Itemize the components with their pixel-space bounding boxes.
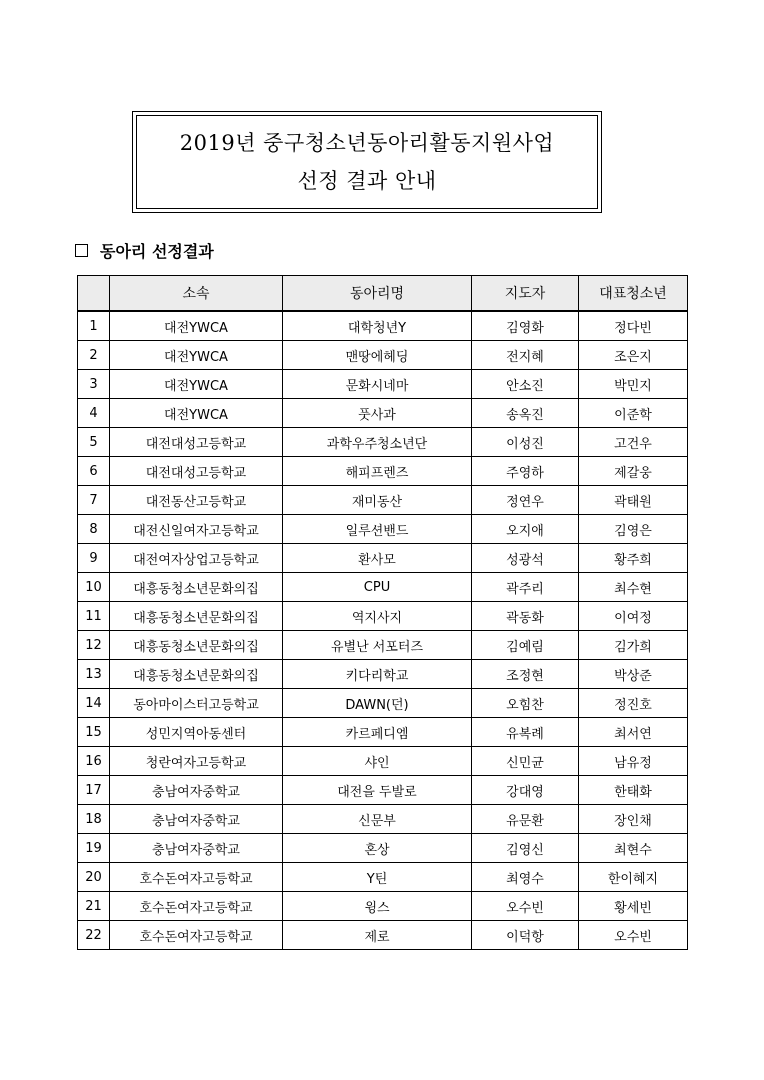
cell-representative: 박상준 — [579, 660, 688, 689]
table-row — [78, 718, 688, 747]
cell-number: 22 — [78, 921, 110, 950]
cell-affiliation: 대흥동청소년문화의집 — [110, 660, 283, 689]
cell-leader: 송옥진 — [472, 399, 579, 428]
header-club-name: 동아리명 — [283, 276, 472, 312]
cell-representative: 이여정 — [579, 602, 688, 631]
cell-number: 17 — [78, 776, 110, 805]
cell-number: 21 — [78, 892, 110, 921]
cell-club-name: 윙스 — [283, 892, 472, 921]
cell-leader: 신민균 — [472, 747, 579, 776]
header-affiliation: 소속 — [110, 276, 283, 312]
table-row — [78, 428, 688, 457]
cell-representative: 이준학 — [579, 399, 688, 428]
cell-number: 10 — [78, 573, 110, 602]
table-row — [78, 602, 688, 631]
cell-affiliation: 청란여자고등학교 — [110, 747, 283, 776]
cell-affiliation: 성민지역아동센터 — [110, 718, 283, 747]
cell-representative: 한태화 — [579, 776, 688, 805]
cell-affiliation: 대전대성고등학교 — [110, 457, 283, 486]
cell-number: 6 — [78, 457, 110, 486]
cell-club-name: 문화시네마 — [283, 370, 472, 399]
cell-affiliation: 충남여자중학교 — [110, 805, 283, 834]
cell-leader: 오힘찬 — [472, 689, 579, 718]
cell-club-name: 제로 — [283, 921, 472, 950]
cell-leader: 김영화 — [472, 311, 579, 341]
cell-affiliation: 대전여자상업고등학교 — [110, 544, 283, 573]
cell-club-name: DAWN(던) — [283, 689, 472, 718]
cell-affiliation: 대전대성고등학교 — [110, 428, 283, 457]
cell-number: 1 — [78, 311, 110, 341]
cell-leader: 최영수 — [472, 863, 579, 892]
cell-representative: 정다빈 — [579, 311, 688, 341]
cell-representative: 정진호 — [579, 689, 688, 718]
cell-number: 18 — [78, 805, 110, 834]
cell-representative: 박민지 — [579, 370, 688, 399]
table-row — [78, 341, 688, 370]
cell-number: 7 — [78, 486, 110, 515]
cell-affiliation: 동아마이스터고등학교 — [110, 689, 283, 718]
cell-leader: 주영하 — [472, 457, 579, 486]
cell-representative: 제갈웅 — [579, 457, 688, 486]
table-row — [78, 573, 688, 602]
cell-number: 5 — [78, 428, 110, 457]
cell-affiliation: 호수돈여자고등학교 — [110, 863, 283, 892]
cell-affiliation: 충남여자중학교 — [110, 834, 283, 863]
table-row — [78, 689, 688, 718]
table-row — [78, 370, 688, 399]
cell-representative: 한이혜지 — [579, 863, 688, 892]
cell-club-name: 과학우주청소년단 — [283, 428, 472, 457]
header-leader: 지도자 — [472, 276, 579, 312]
cell-representative: 오수빈 — [579, 921, 688, 950]
cell-affiliation: 호수돈여자고등학교 — [110, 921, 283, 950]
cell-club-name: 재미동산 — [283, 486, 472, 515]
cell-number: 8 — [78, 515, 110, 544]
cell-club-name: 해피프렌즈 — [283, 457, 472, 486]
table-row — [78, 631, 688, 660]
cell-leader: 이덕항 — [472, 921, 579, 950]
cell-club-name: 환사모 — [283, 544, 472, 573]
table-row — [78, 747, 688, 776]
header-number — [78, 276, 110, 312]
table-row — [78, 515, 688, 544]
cell-affiliation: 대전동산고등학교 — [110, 486, 283, 515]
cell-leader: 정연우 — [472, 486, 579, 515]
cell-number: 12 — [78, 631, 110, 660]
cell-club-name: 일루션밴드 — [283, 515, 472, 544]
section-heading-text: 동아리 선정결과 — [100, 241, 214, 261]
cell-representative: 황세빈 — [579, 892, 688, 921]
cell-number: 4 — [78, 399, 110, 428]
cell-number: 19 — [78, 834, 110, 863]
cell-affiliation: 대전YWCA — [110, 341, 283, 370]
table-body — [78, 311, 688, 950]
table-row — [78, 660, 688, 689]
cell-club-name: 유별난 서포터즈 — [283, 631, 472, 660]
cell-leader: 오지애 — [472, 515, 579, 544]
cell-number: 11 — [78, 602, 110, 631]
table-row — [78, 892, 688, 921]
cell-club-name: 혼상 — [283, 834, 472, 863]
cell-club-name: 신문부 — [283, 805, 472, 834]
cell-leader: 전지혜 — [472, 341, 579, 370]
cell-leader: 조정현 — [472, 660, 579, 689]
cell-number: 9 — [78, 544, 110, 573]
cell-club-name: 키다리학교 — [283, 660, 472, 689]
cell-leader: 강대영 — [472, 776, 579, 805]
cell-leader: 성광석 — [472, 544, 579, 573]
table-row — [78, 457, 688, 486]
table-row — [78, 776, 688, 805]
table-row — [78, 544, 688, 573]
cell-number: 14 — [78, 689, 110, 718]
cell-representative: 장인채 — [579, 805, 688, 834]
cell-representative: 황주희 — [579, 544, 688, 573]
table-header-row — [78, 276, 688, 312]
table-row — [78, 834, 688, 863]
cell-leader: 이성진 — [472, 428, 579, 457]
cell-representative: 김영은 — [579, 515, 688, 544]
cell-affiliation: 대전신일여자고등학교 — [110, 515, 283, 544]
cell-number: 2 — [78, 341, 110, 370]
cell-club-name: 대전을 두발로 — [283, 776, 472, 805]
cell-number: 16 — [78, 747, 110, 776]
cell-affiliation: 대흥동청소년문화의집 — [110, 602, 283, 631]
cell-leader: 김예림 — [472, 631, 579, 660]
cell-club-name: 샤인 — [283, 747, 472, 776]
title-box — [132, 111, 602, 213]
cell-club-name: 맨땅에헤딩 — [283, 341, 472, 370]
cell-leader: 유복례 — [472, 718, 579, 747]
cell-affiliation: 충남여자중학교 — [110, 776, 283, 805]
cell-affiliation: 대전YWCA — [110, 311, 283, 341]
section-heading — [75, 238, 214, 262]
table-row — [78, 486, 688, 515]
title-inner-frame — [136, 115, 598, 209]
square-bullet-icon — [75, 244, 88, 257]
title-line-2: 선정 결과 안내 — [297, 169, 437, 193]
cell-leader: 유문환 — [472, 805, 579, 834]
cell-affiliation: 대흥동청소년문화의집 — [110, 573, 283, 602]
cell-club-name: 대학청년Y — [283, 311, 472, 341]
cell-leader: 안소진 — [472, 370, 579, 399]
cell-number: 15 — [78, 718, 110, 747]
title-line-1: 2019년 중구청소년동아리활동지원사업 — [179, 131, 555, 155]
cell-affiliation: 대전YWCA — [110, 399, 283, 428]
table-row — [78, 863, 688, 892]
cell-number: 20 — [78, 863, 110, 892]
cell-leader: 곽주리 — [472, 573, 579, 602]
cell-affiliation: 대전YWCA — [110, 370, 283, 399]
cell-affiliation: 대흥동청소년문화의집 — [110, 631, 283, 660]
header-representative: 대표청소년 — [579, 276, 688, 312]
table-row — [78, 399, 688, 428]
cell-club-name: CPU — [283, 573, 472, 602]
cell-representative: 조은지 — [579, 341, 688, 370]
cell-leader: 곽동화 — [472, 602, 579, 631]
cell-affiliation: 호수돈여자고등학교 — [110, 892, 283, 921]
table-row — [78, 805, 688, 834]
cell-representative: 최서연 — [579, 718, 688, 747]
cell-representative: 최현수 — [579, 834, 688, 863]
cell-representative: 최수현 — [579, 573, 688, 602]
cell-leader: 오수빈 — [472, 892, 579, 921]
table-row — [78, 311, 688, 341]
cell-club-name: 카르페디엠 — [283, 718, 472, 747]
cell-club-name: 역지사지 — [283, 602, 472, 631]
cell-representative: 곽태원 — [579, 486, 688, 515]
cell-club-name: 풋사과 — [283, 399, 472, 428]
cell-number: 3 — [78, 370, 110, 399]
cell-club-name: Y틴 — [283, 863, 472, 892]
cell-leader: 김영신 — [472, 834, 579, 863]
cell-representative: 남유정 — [579, 747, 688, 776]
table-row — [78, 921, 688, 950]
cell-number: 13 — [78, 660, 110, 689]
cell-representative: 고건우 — [579, 428, 688, 457]
cell-representative: 김가희 — [579, 631, 688, 660]
club-results-table — [77, 275, 688, 950]
